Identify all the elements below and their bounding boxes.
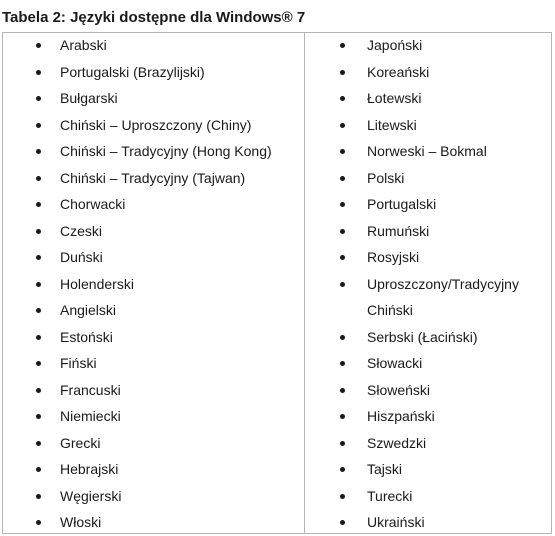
list-item [0, 244, 304, 271]
list-item [0, 350, 304, 377]
list-item [305, 191, 553, 218]
list-item [305, 350, 553, 377]
bullet-icon [36, 202, 41, 207]
bullet-icon [340, 520, 345, 525]
bullet-icon [36, 43, 41, 48]
bullet-icon [340, 229, 345, 234]
bullet-icon [36, 282, 41, 287]
bullet-icon [36, 441, 41, 446]
bullet-icon [340, 123, 345, 128]
bullet-icon [340, 414, 345, 419]
list-item [0, 112, 304, 139]
list-item [0, 191, 304, 218]
language-name: Grecki [60, 434, 101, 451]
bullet-icon [36, 70, 41, 75]
language-name: Uproszczony/Tradycyjny Chiński [367, 275, 519, 318]
left-language-list [0, 32, 304, 536]
language-name: Słowacki [367, 355, 423, 371]
language-name: Portugalski (Brazylijski) [60, 63, 205, 80]
bullet-icon [36, 335, 41, 340]
list-item [305, 483, 553, 510]
list-item [305, 165, 553, 192]
language-name: Serbski (Łaciński) [367, 328, 478, 345]
list-item [0, 271, 304, 298]
language-name: Holenderski [60, 275, 134, 292]
bullet-icon [340, 149, 345, 154]
bullet-icon [36, 229, 41, 234]
list-item [305, 403, 553, 430]
language-name: Tajski [367, 461, 403, 477]
list-item [305, 112, 553, 139]
language-name: Bułgarski [60, 90, 118, 106]
bullet-icon [340, 43, 345, 48]
language-name: Węgierski [60, 487, 122, 504]
list-item [0, 138, 304, 165]
language-name: Rosyjski [367, 249, 420, 265]
bullet-icon [36, 255, 41, 260]
language-name: Turecki [367, 487, 413, 504]
list-item [305, 324, 553, 351]
language-name: Hiszpański [367, 408, 435, 424]
bullet-icon [340, 282, 345, 287]
language-name: Chiński – Uproszczony (Chiny) [60, 116, 252, 133]
list-item [305, 244, 553, 271]
list-item [0, 430, 304, 457]
list-item [0, 218, 304, 245]
list-item [0, 403, 304, 430]
bullet-icon [36, 520, 41, 525]
language-name: Chiński – Tradycyjny (Hong Kong) [60, 143, 272, 159]
list-item [0, 59, 304, 86]
bullet-icon [340, 202, 345, 207]
language-name: Chorwacki [60, 196, 126, 212]
list-item [0, 509, 304, 536]
bullet-icon [36, 176, 41, 181]
list-item [0, 85, 304, 112]
list-item [305, 456, 553, 483]
list-item [0, 324, 304, 351]
bullet-icon [36, 149, 41, 154]
list-item [305, 377, 553, 404]
list-item [305, 85, 553, 112]
right-language-list [305, 32, 553, 536]
language-name: Fiński [60, 355, 97, 371]
list-item [305, 271, 553, 324]
list-item [0, 297, 304, 324]
language-name: Estoński [60, 328, 113, 345]
bullet-icon [36, 414, 41, 419]
language-name: Czeski [60, 222, 103, 239]
language-name: Portugalski [367, 196, 437, 212]
language-name: Rumuński [367, 222, 430, 239]
list-item [305, 430, 553, 457]
language-name: Francuski [60, 381, 121, 398]
language-name: Duński [60, 249, 103, 265]
bullet-icon [340, 176, 345, 181]
list-item [305, 138, 553, 165]
bullet-icon [36, 96, 41, 101]
bullet-icon [340, 70, 345, 75]
list-item [305, 218, 553, 245]
bullet-icon [340, 255, 345, 260]
language-name: Ukraiński [367, 514, 425, 530]
language-name: Chiński – Tradycyjny (Tajwan) [60, 169, 246, 186]
bullet-icon [340, 441, 345, 446]
table-caption: Tabela 2: Języki dostępne dla Windows® 7 [2, 9, 306, 26]
list-item [305, 509, 553, 536]
language-name: Hebrajski [60, 461, 119, 477]
language-name: Szwedzki [367, 434, 427, 451]
bullet-icon [36, 388, 41, 393]
language-name: Norweski – Bokmal [367, 143, 487, 159]
bullet-icon [340, 361, 345, 366]
list-item [305, 32, 553, 59]
language-name: Włoski [60, 514, 102, 530]
language-name: Polski [367, 169, 405, 186]
language-name: Angielski [60, 302, 117, 318]
language-name: Litewski [367, 116, 417, 133]
bullet-icon [340, 467, 345, 472]
list-item [0, 165, 304, 192]
language-name: Arabski [60, 37, 107, 53]
list-item [0, 32, 304, 59]
bullet-icon [340, 335, 345, 340]
bullet-icon [36, 308, 41, 313]
language-name: Japoński [367, 37, 423, 53]
bullet-icon [36, 123, 41, 128]
language-name: Koreański [367, 63, 430, 80]
bullet-icon [340, 494, 345, 499]
language-name: Słoweński [367, 381, 431, 398]
list-item [0, 483, 304, 510]
language-name: Niemiecki [60, 408, 121, 424]
language-name: Łotewski [367, 90, 422, 106]
bullet-icon [36, 494, 41, 499]
bullet-icon [36, 361, 41, 366]
list-item [0, 456, 304, 483]
list-item [0, 377, 304, 404]
bullet-icon [340, 388, 345, 393]
bullet-icon [340, 96, 345, 101]
bullet-icon [36, 467, 41, 472]
list-item [305, 59, 553, 86]
